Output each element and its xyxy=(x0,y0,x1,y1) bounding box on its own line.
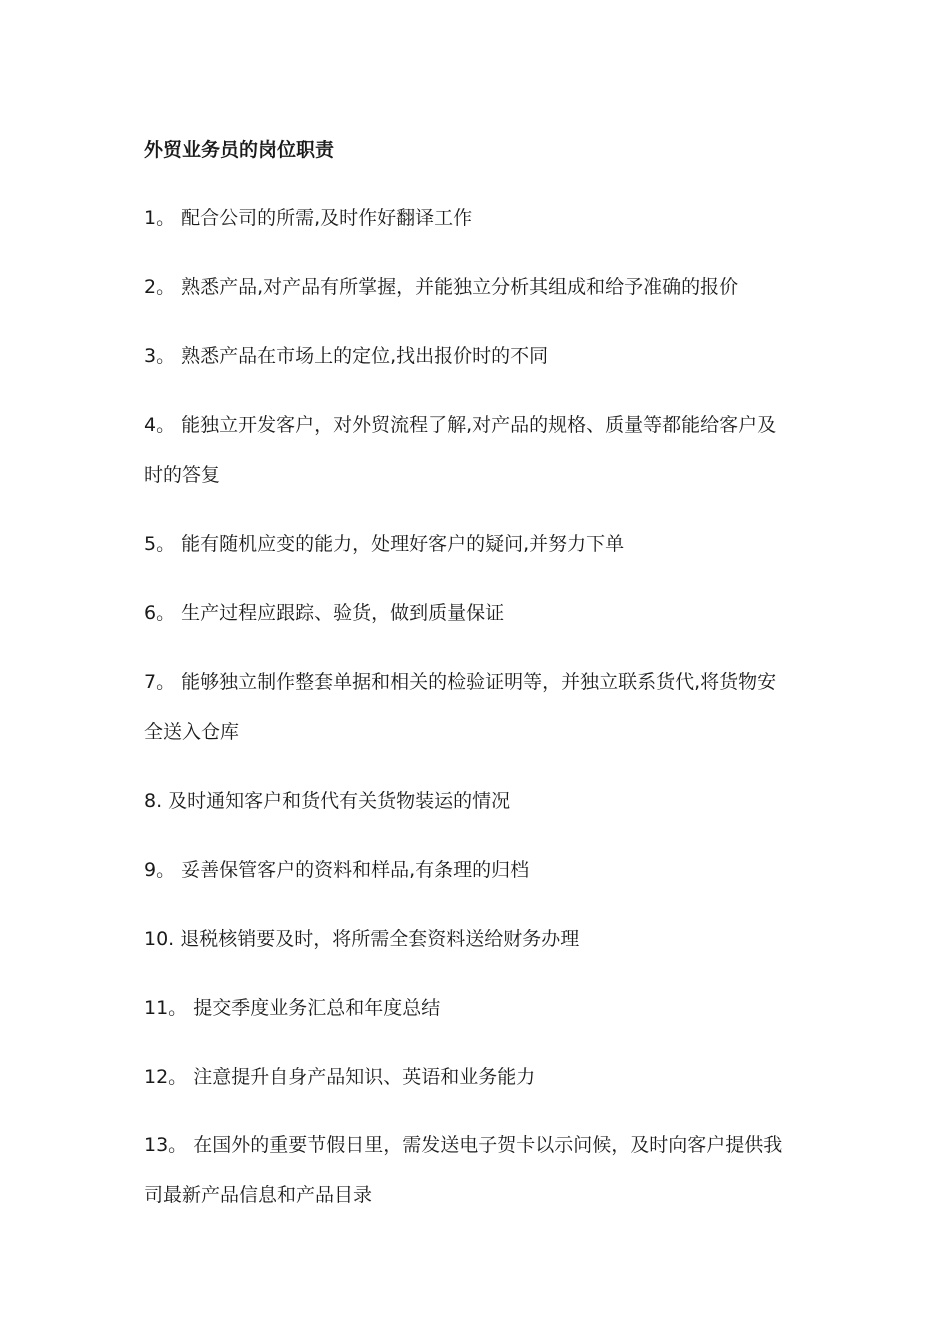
list-item-text: 7。 能够独立制作整套单据和相关的检验证明等，并独立联系货代,将货物安 xyxy=(144,671,777,693)
list-item-text: 10. 退税核销要及时，将所需全套资料送给财务办理 xyxy=(144,928,580,950)
list-item-text: 8. 及时通知客户和货代有关货物装运的情况 xyxy=(144,790,511,812)
list-item-text-continued: 时的答复 xyxy=(144,464,221,486)
list-item-9 xyxy=(144,845,809,895)
list-item-text: 13。 在国外的重要节假日里，需发送电子贺卡以示问候，及时向客户提供我 xyxy=(144,1134,783,1156)
list-item-text: 5。 能有随机应变的能力，处理好客户的疑问,并努力下单 xyxy=(144,533,625,555)
list-item-text: 11。 提交季度业务汇总和年度总结 xyxy=(144,997,441,1019)
list-item-1 xyxy=(144,193,809,243)
list-item-4 xyxy=(144,400,809,500)
list-item-11 xyxy=(144,983,809,1033)
document-title: 外贸业务员的岗位职责 xyxy=(144,139,335,161)
list-item-text-continued: 司最新产品信息和产品目录 xyxy=(144,1184,373,1206)
list-item-text: 12。 注意提升自身产品知识、英语和业务能力 xyxy=(144,1066,536,1088)
list-item-12 xyxy=(144,1052,809,1102)
list-item-text: 1。 配合公司的所需,及时作好翻译工作 xyxy=(144,207,473,229)
list-item-13 xyxy=(144,1120,809,1220)
list-item-6 xyxy=(144,588,809,638)
list-item-text-continued: 全送入仓库 xyxy=(144,721,240,743)
list-item-7 xyxy=(144,657,809,757)
list-item-2 xyxy=(144,262,809,312)
list-item-text: 2。 熟悉产品,对产品有所掌握，并能独立分析其组成和给予准确的报价 xyxy=(144,276,739,298)
list-item-5 xyxy=(144,519,809,569)
list-item-text: 9。 妥善保管客户的资料和样品,有条理的归档 xyxy=(144,859,530,881)
list-item-10 xyxy=(144,914,809,964)
list-item-3 xyxy=(144,331,809,381)
list-item-text: 4。 能独立开发客户，对外贸流程了解,对产品的规格、质量等都能给客户及 xyxy=(144,414,777,436)
list-item-text: 3。 熟悉产品在市场上的定位,找出报价时的不同 xyxy=(144,345,549,367)
list-item-8 xyxy=(144,776,809,826)
list-item-text: 6。 生产过程应跟踪、验货，做到质量保证 xyxy=(144,602,505,624)
